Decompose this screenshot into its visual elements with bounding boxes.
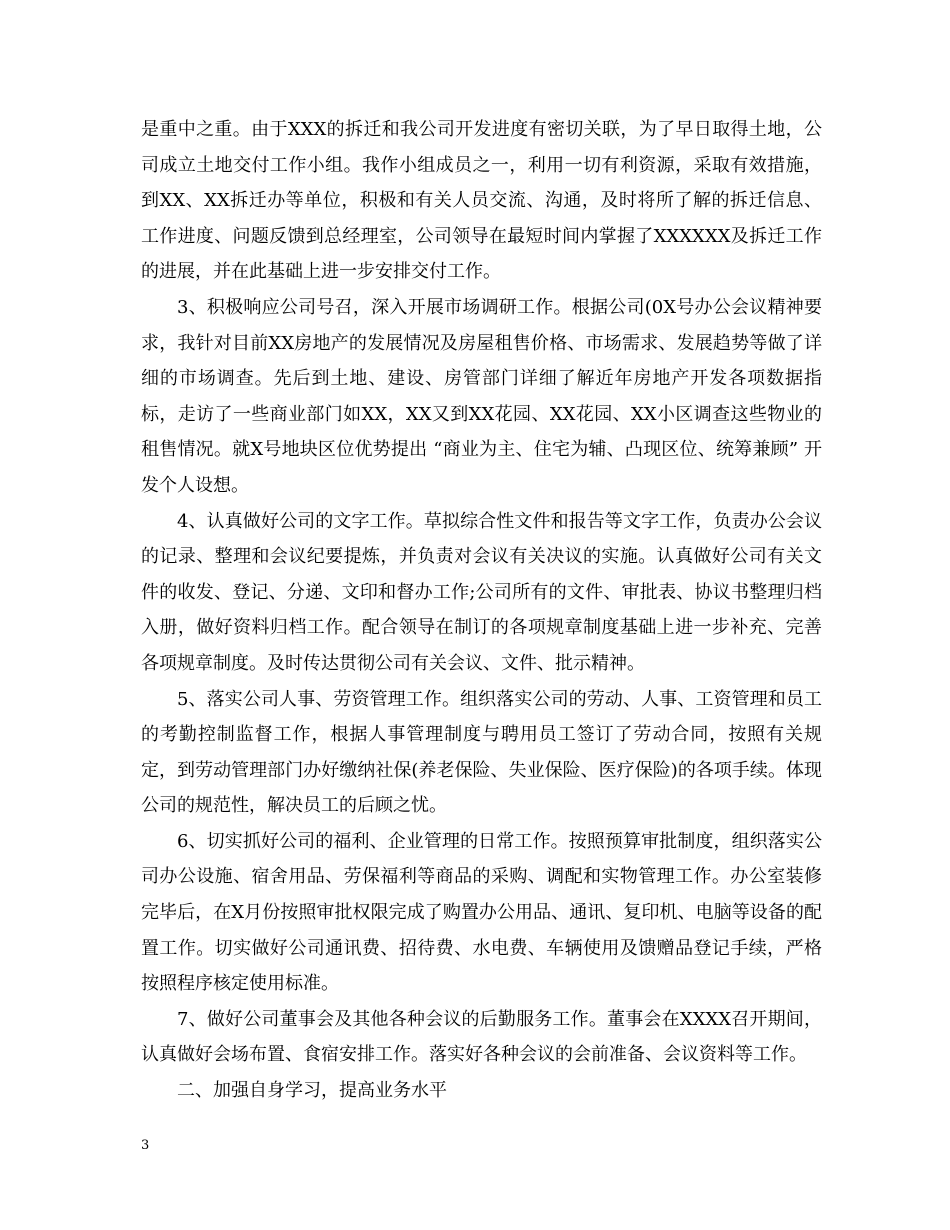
- paragraph-personnel-management: 5、落实公司人事、劳资管理工作。组织落实公司的劳动、人事、工资管理和员工的考勤控制监督工作，根据人事管理制度与聘用员工签订了劳动合同，按照有关规定，到劳动管理部门办好缴纳社保(养老保险、失业保险、医疗保险)的各项手续。体现公司的规范性，解决员工的后顾之忧。: [141, 688, 822, 817]
- paragraph-continued: 是重中之重。由于XXX的拆迁和我公司开发进度有密切关联，为了早日取得土地，公司成立土地交付工作小组。我作小组成员之一，利用一切有利资源，采取有效措施，到XX、XX拆迁办等单位，积极和有关人员交流、沟通，及时将所了解的拆迁信息、工作进度、问题反馈到总经理室，公司领导在最短时间内掌握了XXXXXX及拆迁工作的进展，并在此基础上进一步安排交付工作。: [141, 119, 822, 283]
- document-body: [141, 112, 822, 1109]
- paragraph-writing-work: 4、认真做好公司的文字工作。草拟综合性文件和报告等文字工作，负责办公会议的记录、整理和会议纪要提炼，并负责对会议有关决议的实施。认真做好公司有关文件的收发、登记、分递、文印和督办工作;公司所有的文件、审批表、协议书整理归档入册，做好资料归档工作。配合领导在制订的各项规章制度基础上进一步补充、完善各项规章制度。及时传达贯彻公司有关会议、文件、批示精神。: [141, 510, 822, 674]
- page-number: 3: [141, 1138, 150, 1153]
- paragraph-welfare-management: 6、切实抓好公司的福利、企业管理的日常工作。按照预算审批制度，组织落实公司办公设施、宿舍用品、劳保福利等商品的采购、调配和实物管理工作。办公室装修完毕后，在X月份按照审批权限完成了购置办公用品、通讯、复印机、电脑等设备的配置工作。切实做好公司通讯费、招待费、水电费、车辆使用及馈赠品登记手续，严格按照程序核定使用标准。: [141, 830, 822, 995]
- paragraph-board-meeting: 7、做好公司董事会及其他各种会议的后勤服务工作。董事会在XXXX召开期间，认真做好会场布置、食宿安排工作。落实好各种会议的会前准备、会议资料等工作。: [141, 1008, 822, 1066]
- paragraph-market-research: 3、积极响应公司号召，深入开展市场调研工作。根据公司(0X号办公会议精神要求，我针对目前XX房地产的发展情况及房屋租售价格、市场需求、发展趋势等做了详细的市场调查。先后到土地、建设、房管部门详细了解近年房地产开发各项数据指标，走访了一些商业部门如XX，XX又到XX花园、XX花园、XX小区调查这些物业的租售情况。就X号地块区位优势提出 “商业为主、住宅为辅、凸现区位、统筹兼顾” 开发个人设想。: [141, 296, 822, 496]
- section-heading: 二、加强自身学习，提高业务水平: [177, 1080, 447, 1102]
